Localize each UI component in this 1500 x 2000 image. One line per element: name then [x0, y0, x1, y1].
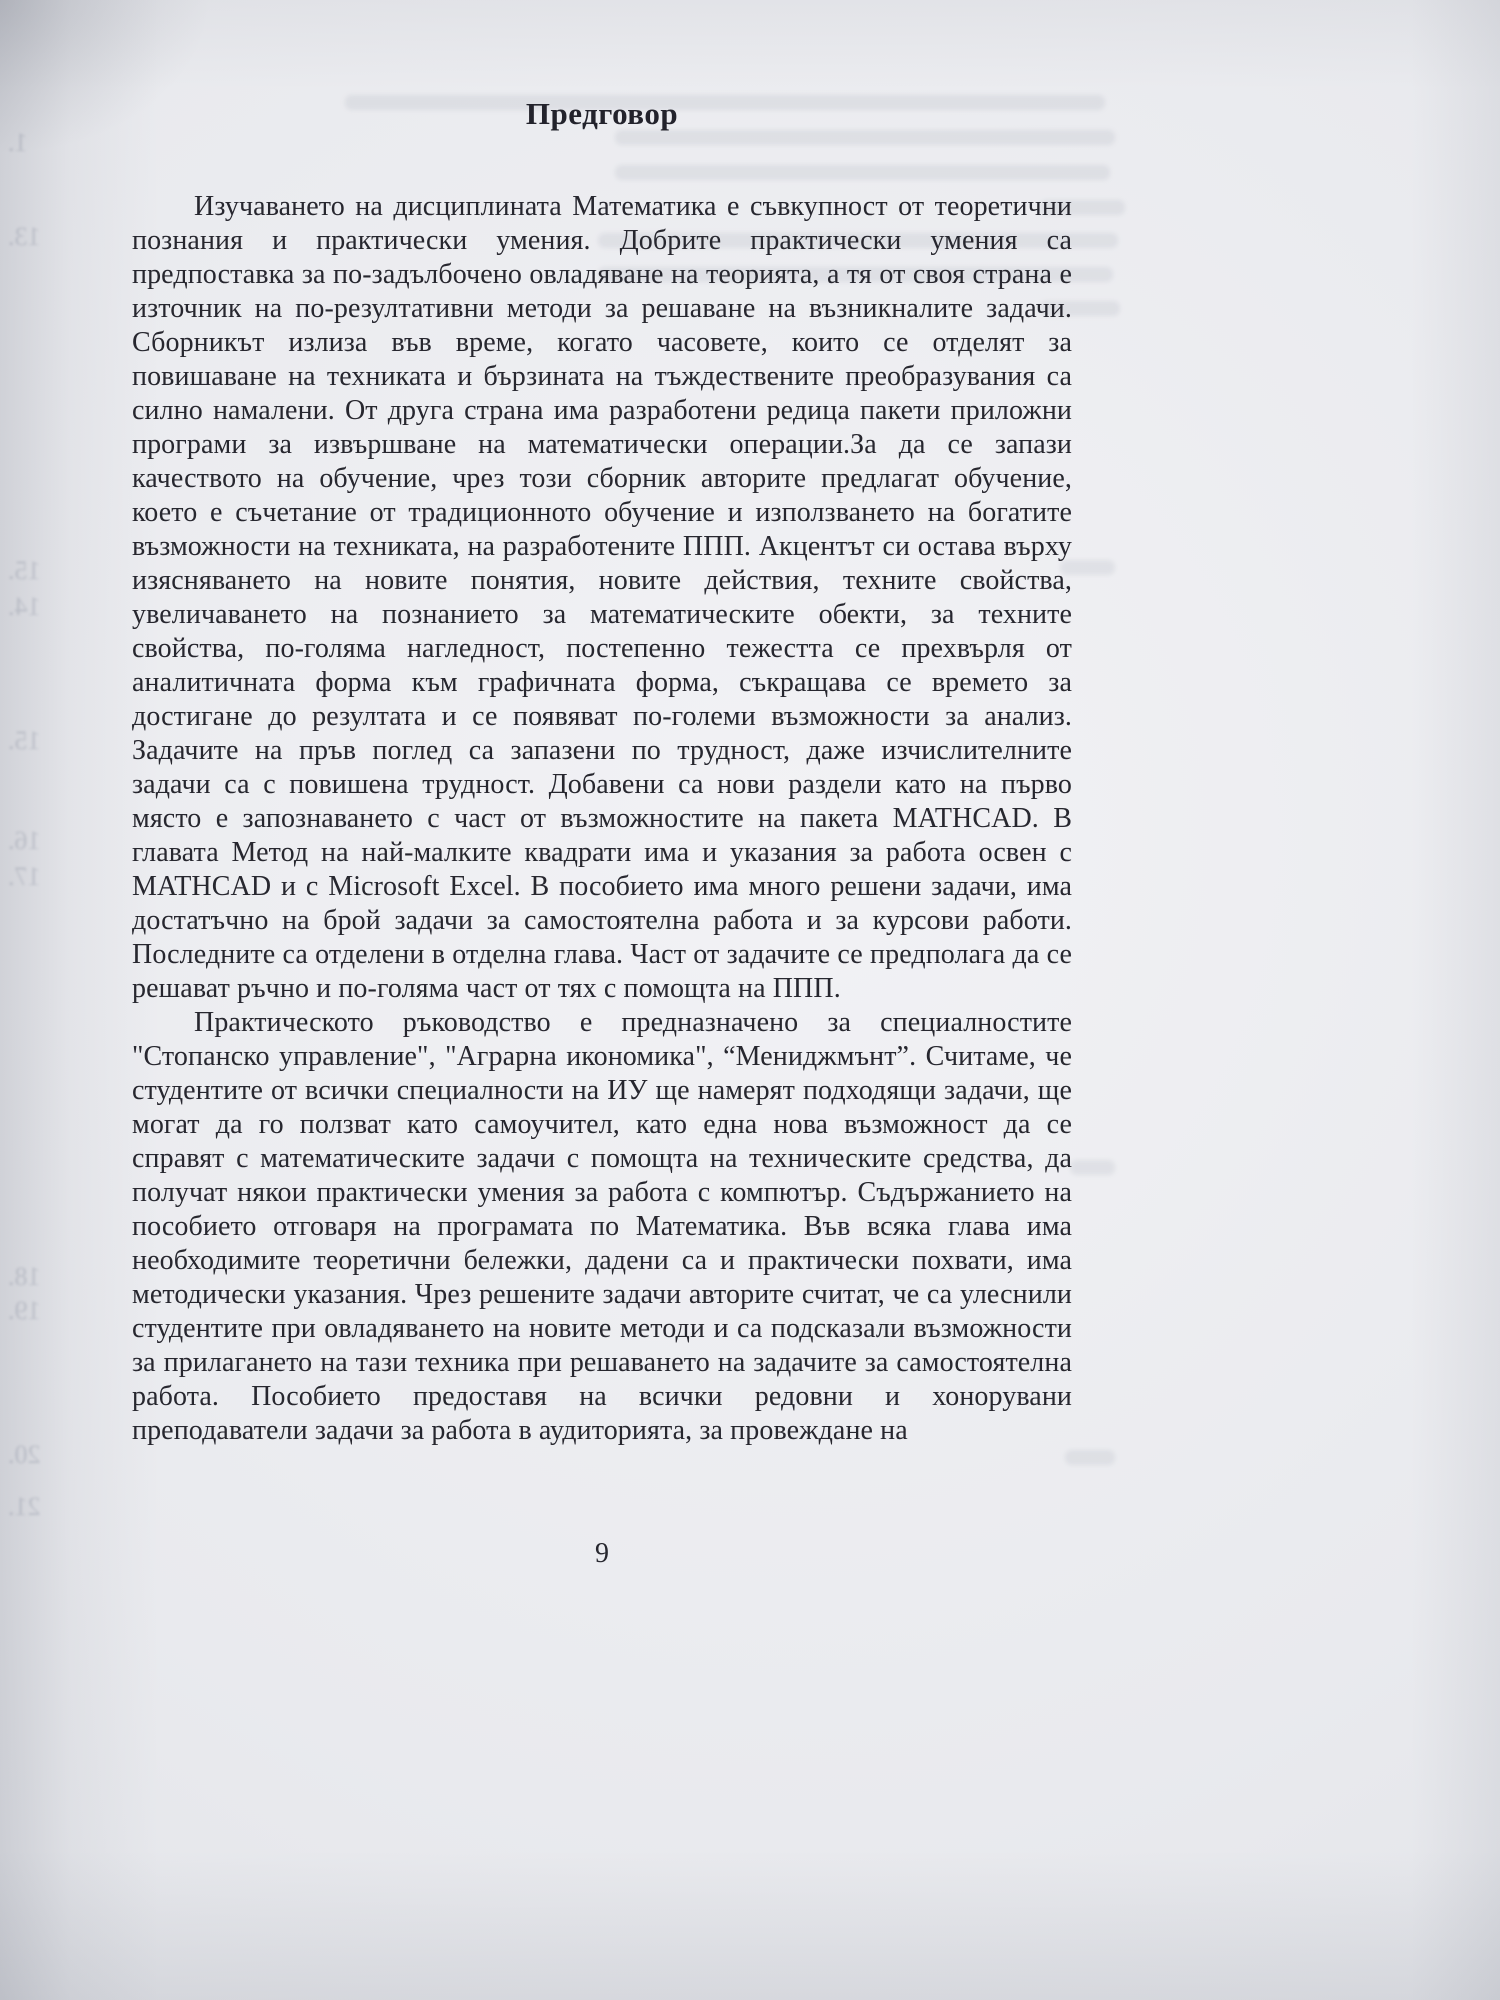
preface-paragraph-1: Изучаването на дисциплината Математика е съвкупност от теоретични познания и практически умения. Добрите практически умения са предпоставка за по-задълбочено овладяване на теорията, а тя от своя страна е източник на по-резултативни методи за решаване на възникналите задачи. Сборникът излиза във време, когато часовете, които се отделят за повишаване на техниката и бързината на тъждествените преобразувания са силно намалени. От друга страна има разработени редица пакети приложни програми за извършване на математически операции.За да се запази качеството на обучение, чрез този сборник авторите предлагат обучение, което е съчетание от традиционното обучение и използването на богатите възможности на техниката, на разработените ППП. Акцентът си остава върху изясняването на новите понятия, новите действия, техните свойства, увеличаването на познанието за математическите обекти, за техните свойства, по-голяма нагледност, постепенно тежестта се прехвърля от аналитичната форма към графичната форма, съкращава се времето за достигане до резултата и се появяват по-големи възможности за анализ. Задачите на пръв поглед са запазени по трудност, даже изчислителните задачи са с повишена трудност. Добавени са нови раздели като на първо място е запознаването с част от възможностите на пакета MATHCAD. В главата Метод на най-малките квадрати има и указания за работа освен с MATHCAD и с Microsoft Excel. В пособието има много решени задачи, има достатъчно на брой задачи за самостоятелна работа и за курсови работи. Последните са отделени в отделна глава. Част от задачите се предполага да се решават ръчно и по-голяма част от тях с помощта на ППП. — [132, 191, 1072, 1004]
bleedthrough-number: 13. — [8, 222, 41, 251]
book-page-content — [132, 96, 1072, 1448]
bleedthrough-line — [1070, 1160, 1115, 1175]
bleedthrough-number: 18. — [8, 1262, 41, 1291]
bleedthrough-number: 15. — [8, 726, 41, 755]
page-title: Предговор — [525, 96, 679, 131]
bleedthrough-number: 15. — [8, 556, 41, 585]
bleedthrough-line — [1065, 1450, 1115, 1465]
bleedthrough-number: 16. — [8, 826, 41, 855]
page-number: 9 — [595, 1538, 609, 1569]
bleedthrough-number: 19. — [8, 1296, 41, 1325]
bleedthrough-number: 14. — [8, 592, 41, 621]
bleedthrough-number: 21. — [8, 1492, 41, 1521]
bleedthrough-number: 17. — [8, 862, 41, 891]
bleedthrough-number: 20. — [8, 1440, 41, 1469]
preface-paragraph-2: Практическото ръководство е предназначено за специалностите "Стопанско управление", "Аграрна икономика", “Мениджмънт”. Считаме, че студентите от всички специалности на ИУ ще намерят подходящи задачи, ще могат да го ползват като самоучител, като една нова възможност да се справят с математическите задачи с помощта на техническите средства, да получат някои практически умения за работа с компютър. Съдържанието на пособието отговаря на програмата по Математика. Във всяка глава има необходимите теоретични бележки, дадени са и практически похвати, има методически указания. Чрез решените задачи авторите считат, че са улеснили студентите при овладяването на новите методи и са подсказали възможности за прилагането на тази техника при решаването на задачите за самостоятелна работа. Пособието предоставя на всички редовни и хонорувани преподаватели задачи за работа в аудиторията, за провеждане на — [132, 1007, 1072, 1446]
bleedthrough-number: 1. — [8, 128, 28, 157]
